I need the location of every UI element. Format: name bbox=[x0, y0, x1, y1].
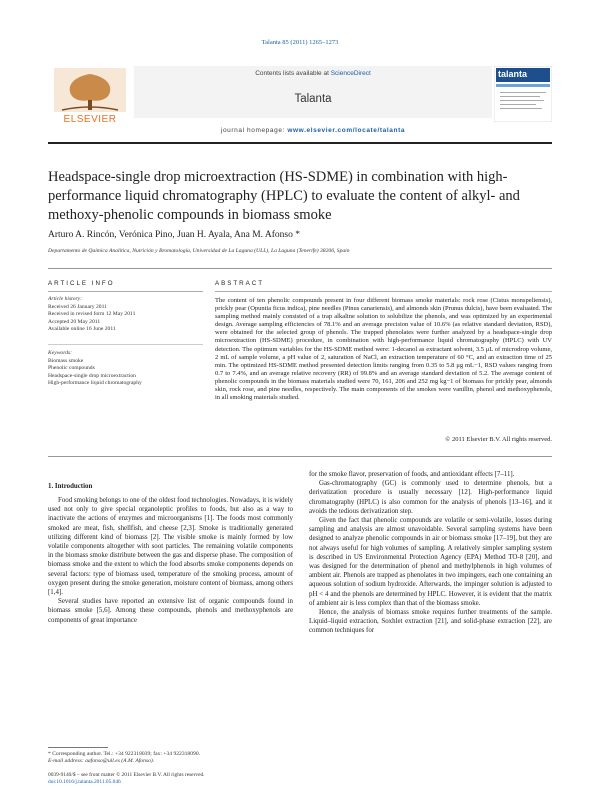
sciencedirect-link[interactable]: ScienceDirect bbox=[330, 70, 371, 77]
article-info-heading: ARTICLE INFO bbox=[48, 280, 115, 287]
paragraph: Hence, the analysis of biomass smoke requires further treatments of the sample. Liquid–liquid extraction, Soxhlet extraction [21], and solid-phase extraction [22], are common techniques for bbox=[309, 609, 552, 635]
abstract-rule bbox=[215, 291, 552, 292]
author-list[interactable]: Arturo A. Rincón, Verónica Pino, Juan H. Ayala, Ana M. Afonso * bbox=[48, 230, 301, 240]
keyword: Biomass smoke bbox=[48, 357, 84, 364]
keywords-rule bbox=[48, 344, 203, 345]
journal-homepage bbox=[134, 127, 492, 134]
homepage-prefix: journal homepage: bbox=[220, 127, 288, 134]
section-heading-introduction: 1. Introduction bbox=[48, 483, 93, 490]
abstract-bottom-rule bbox=[48, 456, 552, 457]
keywords-block bbox=[48, 350, 208, 388]
elsevier-logo[interactable] bbox=[48, 66, 132, 126]
paragraph: Given the fact that phenolic compounds are volatile or semi-volatile, losses during sampling and analysis are almost unavoidable. Several sampling systems have been designed to analyze phenolic compounds in air or biomass smoke [17–19], but they are not always useful for high volumes of sampling. A relatively simpler sampling system is described in US Environmental Protection Agency (EPA) Method TO-8 [20], and was designed for the determination of phenol and methylphenols in high volumes of ambient air. Phenols are trapped as phenolates in two impingers, each one containing an aqueous solution of sodium hydroxide. Afterwards, the impinger solution is adjusted to pH < 4 and the phenols are determined by HPLC. However, it is evident that the matrix of ambient air is less complex than that of the biomass smoke. bbox=[309, 517, 552, 607]
abstract-heading: ABSTRACT bbox=[215, 280, 265, 287]
corresponding-author: * Corresponding author. Tel.: +34 922318039; fax: +34 922318090. bbox=[48, 751, 201, 757]
history-label: Article history: bbox=[48, 296, 83, 302]
right-column bbox=[309, 470, 552, 636]
publisher-name: ELSEVIER bbox=[63, 114, 117, 125]
paragraph: Gas-chromatography (GC) is commonly used to determine phenols, but a derivatization procedure is usually necessary [12]. High-performance liquid chromatography (HPLC) is also common for the analysis of phenols [13–16], and it avoids the tedious derivatization step. bbox=[309, 480, 552, 515]
keyword: High-performance liquid chromatography bbox=[48, 380, 142, 387]
paragraph: for the smoke flavor, preservation of foods, and antioxidant effects [7–11]. bbox=[309, 471, 515, 478]
affiliation: Departamento de Química Analítica, Nutrición y Bromatología, Universidad de La Laguna (ULL), La Laguna (Tenerife) 38206, Spain bbox=[48, 248, 350, 254]
left-column bbox=[48, 496, 293, 625]
journal-citation[interactable]: Talanta 85 (2011) 1265–1273 bbox=[261, 39, 339, 46]
history-item: Received 26 January 2011 bbox=[48, 303, 107, 310]
article-history bbox=[48, 296, 208, 334]
header-rule bbox=[48, 142, 552, 144]
footnote-rule bbox=[48, 747, 108, 748]
section-rule bbox=[48, 268, 552, 269]
keyword: Phenolic compounds bbox=[48, 365, 95, 372]
paper-title: Headspace-single drop microextraction (HS-SDME) in combination with high-performance liquid chromatography (HPLC) to evaluate the content of alkyl- and methoxy-phenolic compounds in biomass smoke bbox=[48, 169, 520, 223]
homepage-link[interactable]: www.elsevier.com/locate/talanta bbox=[287, 127, 406, 134]
copyright-notice: © 2011 Elsevier B.V. All rights reserved. bbox=[445, 436, 552, 443]
keywords-label: Keywords: bbox=[48, 350, 73, 356]
paragraph: Food smoking belongs to one of the oldest food technologies. Nowadays, it is widely used not only to give special organoleptic profiles to foods, but also as a way to inactivate the actions of enzymes and microorganisms [1]. The foods most commonly smoked are meat, fish, shellfish, and cheese [2,3]. Smoke is traditionally generated utilizing different kind of biomass [2]. The visible smoke is mainly formed by low volatile components altogether with soot particles. The remaining volatile components in the biomass smoke distribute between the gas and disperse phase. The composition of biomass smoke and the extent to which the food absorbs smoke components depends on several factors: type of biomass used, temperature of the smoking process, amount of oxygen present during the smoke generation, moisture content of biomass, among others [1,4]. bbox=[48, 497, 293, 597]
cover-title: talanta bbox=[498, 69, 528, 79]
paragraph: Several studies have reported an extensive list of organic compounds found in biomass smoke [5,6]. Among these compounds, phenols and methoxyphenols are components of great importance bbox=[48, 598, 293, 624]
issn-line: 0039-9140/$ – see front matter © 2011 Elsevier B.V. All rights reserved. bbox=[48, 772, 205, 778]
doi-link[interactable]: doi:10.1016/j.talanta.2011.05.046 bbox=[48, 779, 121, 786]
footnote bbox=[48, 751, 298, 766]
contents-prefix: Contents lists available at bbox=[255, 70, 331, 77]
article-info-rule bbox=[48, 291, 203, 292]
contents-line bbox=[134, 70, 492, 77]
abstract-text: The content of ten phenolic compounds present in four different biomass smoke materials: rock rose (Cistus monspeliensis), prickly pear (Opuntia ficus indica), pine needles (Pinus canariensis), and almonds skin (Prunus dulcis), have been evaluated. The sampling method mainly consisted of a trap alkaline solution to solubilize the phenols, and was optimized by an experimental design. Average sampling efficiencies of 78.1% and an average precision value of 10.6% (as relative standard deviation, RSD), were obtained for the selected group of phenols. The trapped phenolates were further analyzed by a headspace-single drop microextraction (HS-SDME) procedure, in combination with high-performance liquid chromatography (HPLC) with UV detection. The optimum variables for the HS-SDME method were: 1-decanol as extractant solvent, 3.5 μL of microdrop volume, 2 mL of sample volume, a pH value of 2, saturation of NaCl, an extraction temperature of 60 °C, and an extraction time of 25 min. The optimized HS-SDME method presented detection limits ranging from 0.35 to 5.8 μg mL−1, RSD values ranging from 0.7 to 7.4%, and an average relative recovery (RR) of 99.8% and an average standard deviation of 5.2. The average content of phenolic compounds in the biomass materials studied were 70, 161, 206 and 252 mg kg−1 of biomass for prickly pear, almonds skin, rock rose, and pine needles, respectively. The main components of the smokes were vanillin, phenol and methoxyphenols, in all smoking materials studied. bbox=[215, 297, 552, 402]
journal-title: Talanta bbox=[294, 93, 332, 105]
email-address[interactable]: E-mail address: aafonso@ull.es (A.M. Afonso). bbox=[48, 758, 155, 765]
page-footer bbox=[48, 772, 348, 786]
history-item: Accepted 20 May 2011 bbox=[48, 318, 101, 325]
keyword: Headspace-single drop microextraction bbox=[48, 372, 136, 379]
history-item: Received in revised form 12 May 2011 bbox=[48, 311, 136, 318]
journal-cover-thumbnail[interactable] bbox=[494, 66, 552, 122]
history-item: Available online 16 June 2011 bbox=[48, 326, 116, 333]
